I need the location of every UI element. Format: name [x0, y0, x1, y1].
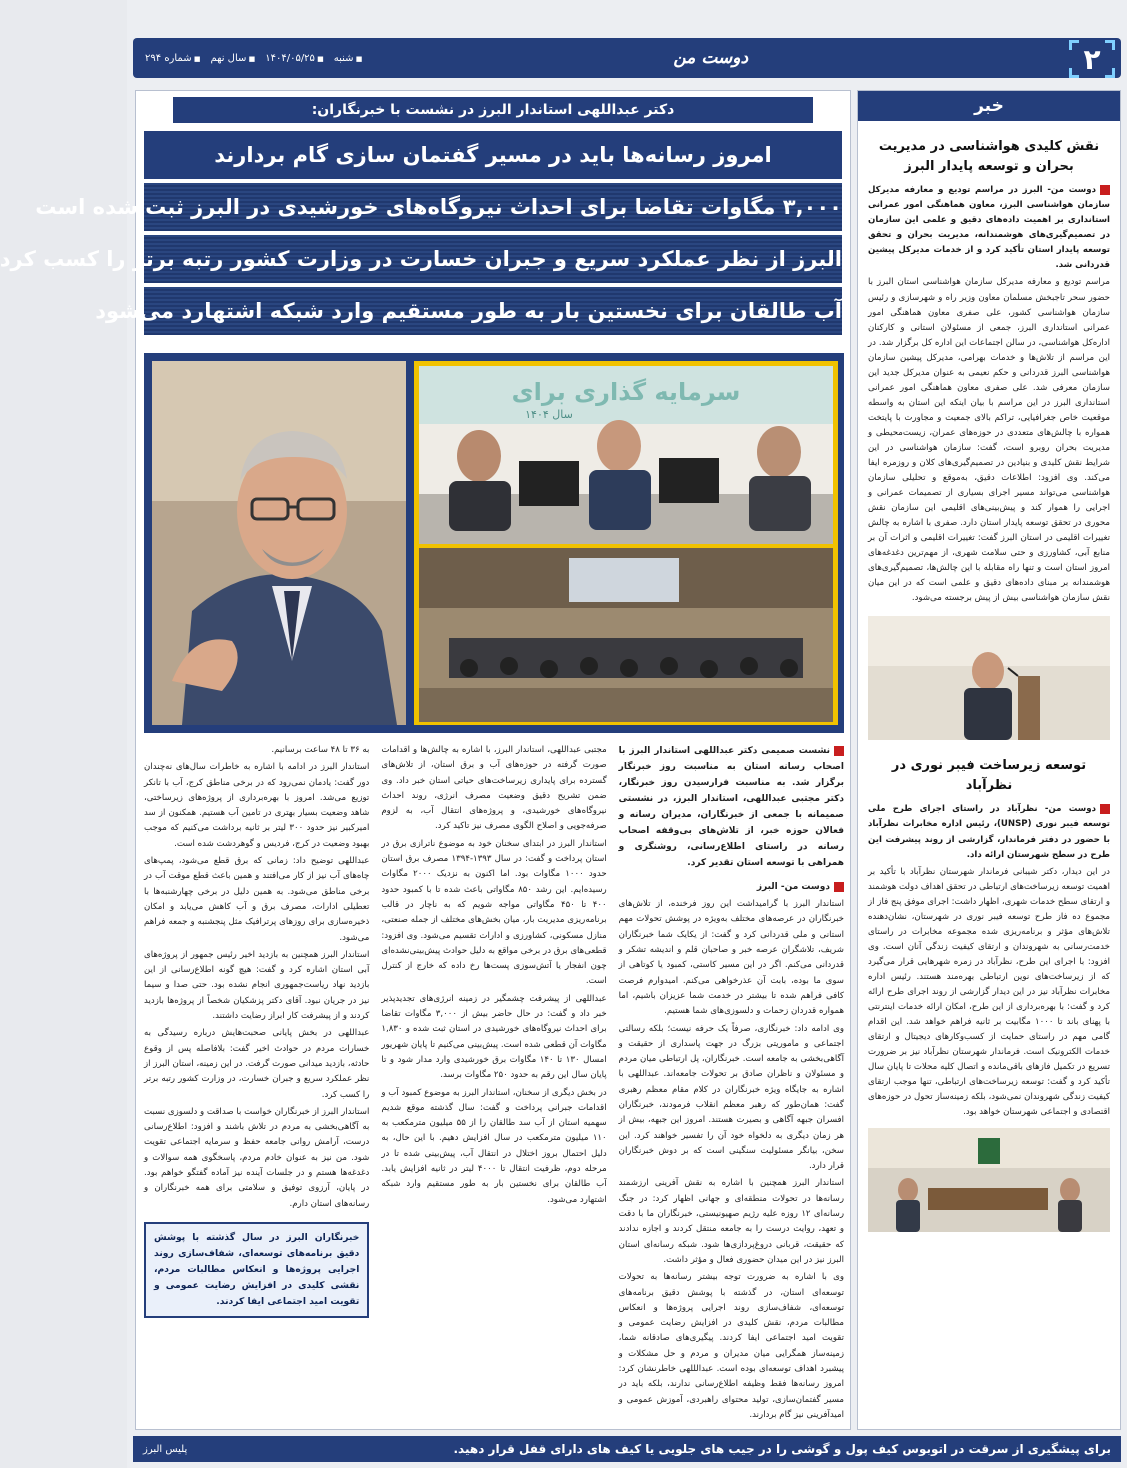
photo-block	[144, 353, 844, 733]
banner-year: سال ۱۴۰۴	[525, 408, 573, 421]
sidebar-story-1	[858, 121, 1120, 606]
portrait-illustration	[152, 361, 406, 725]
masthead	[133, 38, 1121, 78]
meeting-photo-top	[419, 366, 833, 544]
news-sidebar	[857, 90, 1121, 1430]
article-byline: دوست من- البرز	[619, 879, 844, 895]
banner-text: سرمایه گذاری برای	[511, 378, 741, 406]
col3-paragraph: عبداللهی در بخش پایانی صحبت‌هایش درباره رسیدگی به خسارات مردم در حوادث اخیر گفت: بلافاصله پس از وقوع حادثه، بازدید میدانی صورت گرفت. در این زمینه، استان البرز از نظر عملکرد سریع و جبران خسارت، در وزارت کشور رتبه برتر را کسب کرد.	[144, 1028, 370, 1100]
sidebar-header: خبر	[858, 91, 1120, 121]
story2-speaker-photo	[868, 616, 1110, 740]
article-column-1	[619, 743, 844, 1427]
col1-paragraph: وی ادامه داد: خبرنگاری، صرفاً یک حرفه نیست؛ بلکه رسالتی اجتماعی و ماموریتی بزرگ در جهت پاسداری از حقیقت و آگاهی‌بخشی به جامعه است. خبرنگاران، پل ارتباطی میان مردم و مسئولان و ناظران صادق بر تحولات جامعه‌اند. عبداللهی با اشاره به جایگاه ویژه خبرنگاران در کلام مقام معظم رهبری گفت: همان‌طور که رهبر معظم انقلاب فرمودند، خبرنگاران افسران جبهه آگاهی و بصیرت هستند. امروز این جبهه، بیش از هر زمان دیگری به دلخواه خود آن را تفسیر خواهند کرد. این سخن، بیانگر مسئولیت سنگینی است که بر دوش خبرنگاران قرار دارد.	[618, 1023, 844, 1172]
col3-paragraph: استاندار البرز از خبرنگاران خواست با صداقت و دلسوزی نسبت به آگاهی‌بخشی به مردم در تلاش باشند و افزود: اطلاع‌رسانی درست، آرامش روانی جامعه حفظ و سرمایه اجتماعی تقویت شود. من نیز به عنوان خادم مردم، پاسخگوی همه سوالات و دغدغه‌ها هستم و در جلسات آینده نیز آماده گفتگو خواهم بود. در پایان، آرزوی توفیق و سلامتی برای همه خبرنگاران و رسانه‌های استان دارم.	[144, 1106, 370, 1209]
col1-paragraph: وی با اشاره به ضرورت توجه بیشتر رسانه‌ها به تحولات توسعه‌ای استان، در گذشته با پوشش دقیق برنامه‌های توسعه‌ای، شفاف‌سازی روند اجرایی پروژه‌ها و انعکاس مطالبات مردم، نقش کلیدی در افزایش رضایت عمومی و تقویت امید اجتماعی ایفا کردند. پیگیری‌های صادقانه شما، زمینه‌ساز همگرایی میان مدیران و مردم و حل مشکلات و پیشبرد اهداف توسعه‌ای بوده است. عبدالللهی خاطرنشان کرد: امروز رسانه‌ها فقط وظیفه اطلاع‌رسانی ندارند، بلکه باید در مسیر گفتمان‌سازی، تولید محتوای راهبردی، آموزش عمومی و امیدآفرینی نیز گام بردارند.	[618, 1272, 844, 1420]
governor-portrait-photo	[152, 361, 406, 725]
masthead-info	[145, 53, 362, 64]
masthead-year: ■ سال نهم	[210, 53, 255, 64]
story1-body: مراسم تودیع و معارفه مدیرکل سازمان هواشناسی استان البرز با حضور سحر تاجبخش مسلمان معاون وزیر راه و شهرسازی و رئیس سازمان هواشناسی کشور، علی صفری معاون هماهنگی امور عمرانی استانداری البرز، جمعی از مسئولان استانی و کارکنان اداره‌کل هواشناسی، در سالن اجتماعات این اداره کل برگزار شد. در این مراسم از تلاش‌ها و خدمات بهرامی، مدیرکل پیشین سازمان هواشناسی البرز قدردانی و حکم نعیمی به عنوان مدیرکل جدید این سازمان معرفی شد. علی صفری معاون هماهنگی امور عمرانی استانداری البرز در این مراسم با بیان اینکه این استان به واسطه موقعیت خاص جغرافیایی، تراکم بالای جمعیت و مجاورت با پایتخت همواره با چالش‌های متعددی در حوزه‌های عمران، زیست‌محیطی و مدیریت بحران روبرو است، گفت: سازمان هواشناسی در این شرایط نقش کلیدی و بنیادین در تصمیم‌گیری‌های کلان و روزمره ایفا می‌کند. وی افزود: اطلاعات دقیق، به‌موقع و تحلیلی سازمان هواشناسی می‌تواند مسیر اجرای بسیاری از تصمیمات عمرانی و اجرایی را هموار کند و پیش‌بینی‌های اقلیمی این سازمان نقش محوری در تحقق توسعه پایدار استان دارد. صفری با اشاره به چالش تغییرات اقلیمی در استان البرز گفت: تغییرات اقلیمی و اثرات آن بر منابع آبی، کشاورزی و حتی سلامت شهری، از مهم‌ترین دغدغه‌های امروز استان است و تنها راه مقابله با این چالش‌ها، تصمیم‌گیری‌های هوشمندانه بر مبنای داده‌های دقیق و علمی است که در این میان نقش سازمان هواشناسی بیش از پیش برجسته می‌شود.	[868, 277, 1110, 604]
story2-body: در این دیدار، دکتر شیبانی فرماندار شهرستان نظرآباد با تأکید بر اهمیت توسعه زیرساخت‌های ارتباطی در تحقق اهداف دولت هوشمند و ارتقای سطح خدمات شهری، اظهار داشت: اجرای موفق پنج فاز از مجموع ده فاز طرح توسعه فیبر نوری در شهرستان، نشان‌دهنده تلاش‌های مؤثر و برنامه‌ریزی شده مجموعه مخابرات در راستای خدمت‌رسانی به شهروندان و ارتقای کیفیت زندگی آنان است. وی افزود: با اجرای این طرح، نظرآباد در زمره شهرهایی قرار می‌گیرد که از زیرساخت‌های نوین ارتباطی بهره‌مند هستند. رئیس اداره مخابرات نظرآباد نیز در این دیدار گزارشی از روند اجرای طرح ارائه کرد و گفت: با بهره‌برداری از این طرح، امکان ارائه خدمات اینترنتی با پهنای باند تا ۱۰۰۰ مگابیت بر ثانیه فراهم خواهد شد. این اقدام گامی مهم در راستای حمایت از کسب‌وکارهای دیجیتال و ارتقای خدمات الکترونیک است. فرماندار شهرستان نظرآباد نیز بر ضرورت تسریع در تکمیل فازهای باقی‌مانده و اتصال کلیه محلات تا پایان سال تأکید کرد و گفت: توسعه زیرساخت‌های ارتباطی، تنها موجب ارتقای کیفیت زندگی شهروندان نمی‌شود، بلکه زمینه‌ساز تحول در حوزه‌های اقتصادی و اجتماعی شهرستان خواهد بود.	[868, 866, 1111, 1118]
col3-paragraph: به ۳۶ تا ۴۸ ساعت برسانیم.	[271, 745, 370, 755]
footer-tip: برای پیشگیری از سرقت در اتوبوس کیف پول و گوشی را در جیب های جلویی یا کیف های دارای قفل قرار دهید.	[453, 1442, 1111, 1456]
col3-paragraph: استاندار البرز همچنین به بازدید اخیر رئیس جمهور از پروژه‌های آبی استان اشاره کرد و گفت: هیچ گونه اطلاع‌رسانی از این بازدید نهاد ریاست‌جمهوری انجام نشده بود. حتی صدا و سیما نیز در جریان نبود. آقای دکتر پزشکیان شخصاً از پروژه‌ها بازدید کردند و از پیشرفت کار ابراز رضایت داشتند.	[144, 949, 370, 1022]
speaker-illustration	[868, 616, 1110, 740]
masthead-day: ■ شنبه	[334, 53, 363, 64]
article-column-2	[381, 743, 606, 1427]
meeting-photo-bottom	[419, 548, 833, 722]
masthead-issue: ■ شماره ۲۹۴	[145, 53, 200, 64]
headline-1: امروز رسانه‌ها باید در مسیر گفتمان سازی گام بردارند	[144, 131, 842, 179]
article-kicker: دکتر عبداللهی استاندار البرز در نشست با خبرنگاران:	[173, 97, 813, 123]
article-columns	[144, 743, 844, 1427]
col2-paragraph: در بخش دیگری از سخنان، استاندار البرز به موضوع کمبود آب و اقدامات جبرانی پرداخت و گفت: سال گذشته موقع شدیم سهمیه استان از آب سد طالقان را از ۵۵ میلیون مترمکعب به ۱۱۰ میلیون مترمکعب در سال افزایش دهیم. با این حال، به دلیل احتمال بروز اختلال در انتقال آب، پیش‌بینی شده تا در مرحله دوم، ظرفیت انتقال تا ۴۰۰۰ لیتر در ثانیه افزایش یابد. آب طالقان برای نخستین بار به طور مستقیم وارد شبکه اشتهارد می‌شود.	[381, 1087, 607, 1205]
headline-4: آب طالقان برای نخستین بار به طور مستقیم وارد شبکه اشتهارد می‌شود	[144, 287, 842, 335]
main-article	[0, 90, 851, 1430]
story2-title: توسعه زیرساخت فیبر نوری در نظرآباد	[891, 758, 1087, 794]
article-lead: نشست صمیمی دکتر عبداللهی استاندار البرز با اصحاب رسانه استان به مناسبت روز خبرنگار برگزار شد. به مناسبت فرارسیدن روز خبرنگار، دکتر مجتبی عبداللهی، استاندار البرز، در نشستی صمیمانه با جمعی از خبرنگاران، مدیران رسانه و فعالان حوزه خبر، از تلاش‌های بی‌وقفه اصحاب رسانه در راستای اطلاع‌رسانی، روشنگری و همراهی با توسعه استان تقدیر کرد.	[618, 746, 844, 869]
meeting-bottom-illustration	[419, 548, 833, 722]
headline-stack	[0, 131, 842, 335]
article-column-3	[144, 743, 369, 1427]
footer-police-credit: پلیس البرز	[143, 1443, 188, 1455]
col1-paragraph: استاندار البرز با گرامیداشت این روز فرخنده، از تلاش‌های خبرنگاران در عرصه‌های مختلف به‌ویژه در پوشش تحولات مهم استانی و ملی قدردانی کرد و گفت: از یکایک شما خبرنگاران شریف، تلاشگران عرصه خبر و صاحبان قلم و اندیشه تشکر و قدردانی می‌کنم. اگر در این مسیر کاستی، کمبود یا کوتاهی از سوی ما بوده، بابت آن عذرخواهی می‌کنم. امیدوارم فرصت کافی فراهم شده تا بیشتر در خدمت شما عزیزان باشیم، اما همواره قدردان زحمات و دلسوزی‌های شما هستیم.	[618, 899, 844, 1017]
byline-marker-icon	[834, 882, 844, 892]
col1-paragraph: استاندار البرز همچنین با اشاره به نقش آفرینی ارزشمند رسانه‌ها در تحولات منطقه‌ای و جهانی اظهار کرد: در جنگ رسانه‌ای ۱۲ روزه علیه رژیم صهیونیستی، خبرنگاران ما با دقت و تعهد، روایت درست را به جامعه منتقل کردند و اجازه ندادند که حقیقت، قربانی دروغ‌پردازی‌ها شود. شبکه رسانه‌ای استان البرز نیز در این میدان حضوری فعال و مؤثر داشت.	[618, 1178, 844, 1265]
masthead-date: ■ ۱۴۰۴/۰۵/۲۵	[265, 53, 324, 64]
col2-paragraph: مجتبی عبداللهی، استاندار البرز، با اشاره به چالش‌ها و اقدامات صورت گرفته در حوزه‌های آب و برق استان، از تلاش‌های گسترده برای پایداری زیرساخت‌های حیاتی استان خبر داد. وی ضمن تشریح دقیق وضعیت مصرف انرژی، روند احداث نیروگاه‌های خورشیدی، و پروژه‌های انتقال آب، به لزوم صرفه‌جویی و اصلاح الگوی مصرف نیز تاکید کرد.	[381, 745, 607, 832]
headline-3: البرز از نظر عملکرد سریع و جبران خسارت در وزارت کشور رتبه برتر را کسب کرد	[144, 235, 842, 283]
page-number-text: ۲	[1083, 42, 1101, 76]
office-meeting-illustration	[868, 1128, 1110, 1232]
page-number	[1069, 40, 1115, 78]
col3-paragraph: عبداللهی توضیح داد: زمانی که برق قطع می‌شود، پمپ‌های چاه‌های آب نیز از کار می‌افتند و همین باعث قطع موقت آب در برخی مناطق می‌شود. به همین دلیل در برخی چهارشنبه‌ها با تعطیلی ادارات، مصرف برق و آب کاهش می‌یابد و امکان ذخیره‌سازی برای روزهای پرترافیک مثل پنجشنبه و جمعه فراهم می‌شود.	[144, 856, 370, 943]
headline-2: ۳,۰۰۰ مگاوات تقاضا برای احداث نیروگاه‌های خورشیدی در البرز ثبت شده است	[144, 183, 842, 231]
pull-quote-box: خبرنگاران البرز در سال گذشته با پوشش دقیق برنامه‌های توسعه‌ای، شفاف‌سازی روند اجرایی پروژه‌ها و انعکاس مطالبات مردم، نقشی کلیدی در افزایش رضایت عمومی و تقویت امید اجتماعی ایفا کردند.	[144, 1222, 369, 1318]
col2-paragraph: عبداللهی از پیشرفت چشمگیر در زمینه انرژی‌های تجدیدپذیر خبر داد و گفت: در حال حاضر بیش از ۳,۰۰۰ مگاوات تقاضا برای احداث نیروگاه‌های خورشیدی در استان ثبت شده و ۱,۸۳۰ مگاوات آن قطعی شده است. پیش‌بینی می‌کنیم تا پایان شهریور امسال ۱۳۰ تا ۱۴۰ مگاوات برق خورشیدی وارد مدار شود و تا پایان سال این رقم به حدود ۲۵۰ مگاوات برسد.	[381, 993, 607, 1081]
meeting-top-illustration	[419, 366, 833, 544]
story1-title: نقش کلیدی هواشناسی در مدیریت بحران و توسعه پایدار البرز	[878, 139, 1100, 175]
story2-marker-icon	[1100, 804, 1110, 814]
sidebar-story-2	[858, 740, 1120, 1120]
story1-marker-icon	[1100, 185, 1110, 195]
col2-paragraph: استاندار البرز در ابتدای سخنان خود به موضوع ناترازی برق در استان پرداخت و گفت: در سال ۱۳۹۳-۱۳۹۴ مصرف برق استان حدود ۱۰۰۰ مگاوات بود. اما اکنون به نزدیک ۲۰۰۰ مگاوات رسیده‌ایم. این رشد ۸۵۰ مگاواتی باعث شده تا با کمبود حدود ۴۰۰ تا ۴۵۰ مگاواتی مواجه شویم که به ناچار در قالب برنامه‌ریزی مدیریت بار، میان بخش‌های مختلف از جمله صنعتی، منازل مسکونی، کشاورزی و ادارات تقسیم می‌شود. وی افزود: قطعی‌های برق در برخی مواقع به دلیل حوادث پیش‌بینی‌نشده‌ای چون انفجار یا آتش‌سوزی پست‌ها رخ داده که خارج از کنترل است.	[381, 838, 607, 987]
story2-lead: دوست من- نظرآباد در راستای اجرای طرح ملی توسعه فیبر نوری (UNSP)، رئیس اداره مخابرات نظرآباد با حضور در دفتر فرماندار، گزارشی از روند پیشرفت این طرح در سطح شهرستان ارائه داد.	[868, 804, 1110, 860]
story2-meeting-photo	[868, 1128, 1110, 1232]
footer-bar	[133, 1436, 1121, 1462]
masthead-logo: دوست من	[673, 48, 749, 68]
meeting-photos-frame	[414, 361, 838, 725]
story1-lead: دوست من- البرز در مراسم تودیع و معارفه مدیرکل سازمان هواشناسی البرز، معاون هماهنگی امور عمرانی استانداری بر اهمیت داده‌های دقیق و علمی این سازمان در تصمیم‌گیری‌های هوشمندانه، مدیریت بحران و تحقق توسعه پایدار استان تأکید کرد و از خدمات مدیرکل پیشین قدردانی شد.	[868, 185, 1110, 271]
col3-paragraph: استاندار البرز در ادامه با اشاره به خاطرات سال‌های نه‌چندان دور گفت: یادمان نمی‌رود که در برخی مناطق کرج، آب با تانکر توزیع می‌شد. امروز با بهره‌برداری از پروژه‌های زیرساختی، شاهد وضعیت بسیار بهتری در تامین آب هستیم. همکنون از سد امیرکبیر نیز حدود ۳۰۰ لیتر بر ثانیه برداشت می‌کنیم که موجب بهبود وضعیت در کرج، فردیس و گوهردشت شده است.	[144, 762, 370, 849]
lead-marker-icon	[834, 746, 844, 756]
